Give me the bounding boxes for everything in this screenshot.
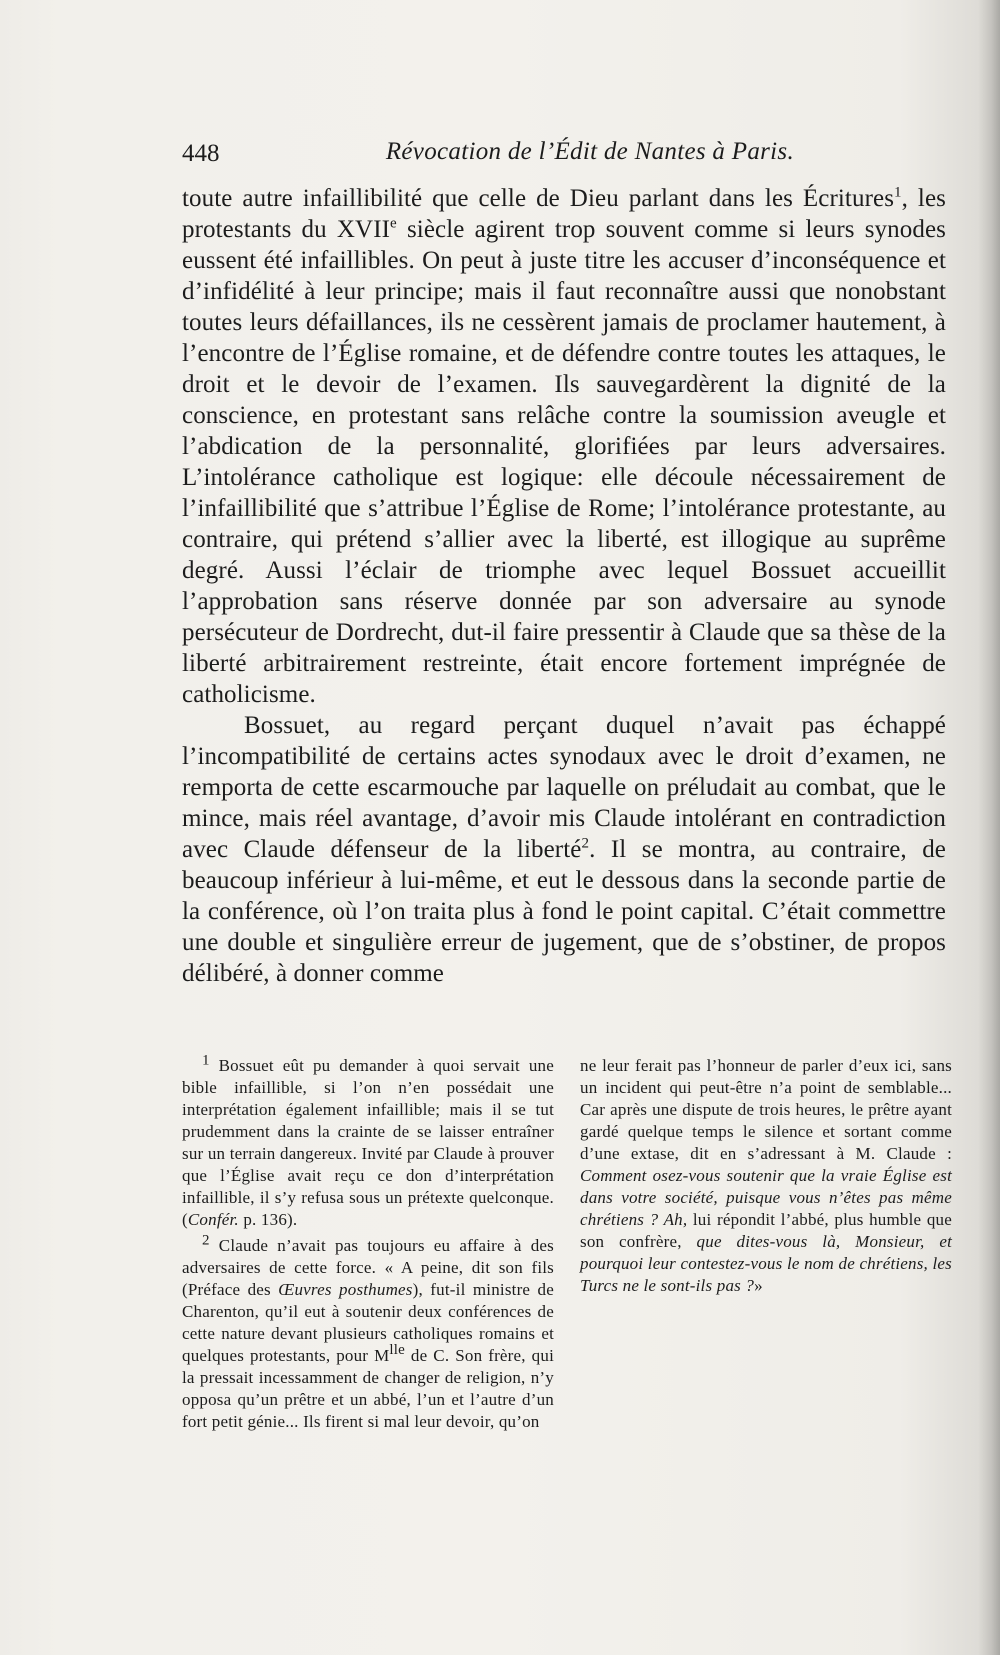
text-segment: toute autre infaillibilité que celle de Dieu parlant dans les Écritures [182,185,895,212]
footnote-text: lui répondit l’abbé, plus humble que son confrère, [580,1210,952,1251]
paragraph-1 [182,183,946,710]
footnote-ref-2: 2 [581,835,590,852]
century-superscript: e [390,215,397,232]
paragraph-2 [182,710,946,989]
running-title: Révocation de l’Édit de Nantes à Paris. [385,138,794,165]
page-number: 448 [182,140,220,167]
footnote-text: » [754,1276,763,1295]
footnote-2-continued [580,1055,952,1297]
footnote-marker-1: 1 [202,1052,210,1069]
footnote-title: Œuvres posthumes [278,1280,413,1299]
footnote-ref-1: 1 [894,184,902,201]
footnote-quote: que dites-vous là, Monsieur, et pourquoi leur contestez-vous le nom de chrétiens, les Turcs ne le sont-ils pas ? [580,1232,952,1295]
footnote-quote: Comment osez-vous soutenir que la vraie Église est dans votre société, puisque vous n’êtes pas même chrétiens ? Ah, [580,1166,952,1229]
footnote-superscript: lle [389,1342,405,1359]
footnote-citation: Confér. [187,1210,239,1229]
footnote-1 [182,1052,554,1231]
text-segment: , les protestants du XVII [182,185,946,243]
main-text [182,183,946,989]
footnote-text: p. 136). [238,1210,298,1229]
footnote-marker-2: 2 [202,1232,210,1249]
footnote-text: ), fut-il ministre de Charenton, qu’il eut à soutenir deux conférences de cette nature devant plusieurs catholiques romains et quelques protestants, pour M [182,1280,554,1365]
footnote-text: ne leur ferait pas l’honneur de parler d’eux ici, sans un incident qui peut-être n’a point de semblable... Car après une dispute de trois heures, le prêtre ayant gardé quelque temps le silence et sortant comme d’une extase, dit en s’adressant à M. Claude : [580,1056,952,1163]
footnote-text: de C. Son frère, qui la pressait incessamment de changer de religion, n’y opposa qu’un prêtre et un abbé, l’un et l’autre d’un fort petit génie... Ils firent si mal leur devoir, qu’on [182,1346,554,1431]
text-segment: . Il se montra, au contraire, de beaucoup inférieur à lui-même, et eut le dessous dans la seconde partie de la conférence, où l’on traita plus à fond le point capital. C’était commettre une double et singulière erreur de jugement, que de s’obstiner, de propos délibéré, à donner comme [182,836,946,987]
footnote-text: Claude n’avait pas toujours eu affaire à des adversaires de cette force. « A peine, dit son fils (Préface des [182,1236,554,1299]
footnotes-right-column [580,1055,952,1297]
text-segment: siècle agirent trop souvent comme si leurs synodes eussent été infaillibles. On peut à juste titre les accuser d’inconséquence et d’infidélité à leur principe; mais il faut reconnaître aussi que nonobstant toutes leurs défaillances, ils ne cessèrent jamais de proclamer hautement, à l’encontre de l’Église romaine, et de défendre contre toutes les attaques, le droit et le devoir de l’examen. Ils sauvegardèrent la dignité de la conscience, en protestant sans relâche contre la soumission aveugle et l’abdication de la personnalité, glorifiées par leurs adversaires. L’intolérance catholique est logique: elle découle nécessairement de l’infaillibilité que s’attribue l’Église de Rome; l’intolérance protestante, au contraire, qui prétend s’allier avec la liberté, est illogique au suprême degré. Aussi l’éclair de triomphe avec lequel Bossuet accueillit l’approbation sans réserve donnée par son adversaire au synode persécuteur de Dordrecht, dut-il faire pressentir à Claude que sa thèse de la liberté arbitrairement restreinte, était encore fortement imprégnée de catholicisme. [182,216,946,708]
text-segment: Bossuet, au regard perçant duquel n’avait pas échappé l’incompatibilité de certains actes synodaux avec le droit d’examen, ne remporta de cette escarmouche par laquelle on préludait au combat, que le mince, mais réel avantage, d’avoir mis Claude intolérant en contradiction avec Claude défenseur de la liberté [182,712,946,863]
page-header [182,136,794,176]
footnotes-left-column [182,1052,554,1433]
footnote-2-start [182,1232,554,1433]
footnote-text: Bossuet eût pu demander à quoi servait une bible infaillible, si l’on n’en possédait une interprétation également infaillible; mais il se tut prudemment dans la crainte de se laisser entraîner sur un terrain dangereux. Invité par Claude à prouver que l’Église avait reçu ce don d’interprétation infaillible, il s’y refusa sous un prétexte quelconque. ( [182,1056,554,1229]
page-edge-shadow [978,0,1000,1655]
